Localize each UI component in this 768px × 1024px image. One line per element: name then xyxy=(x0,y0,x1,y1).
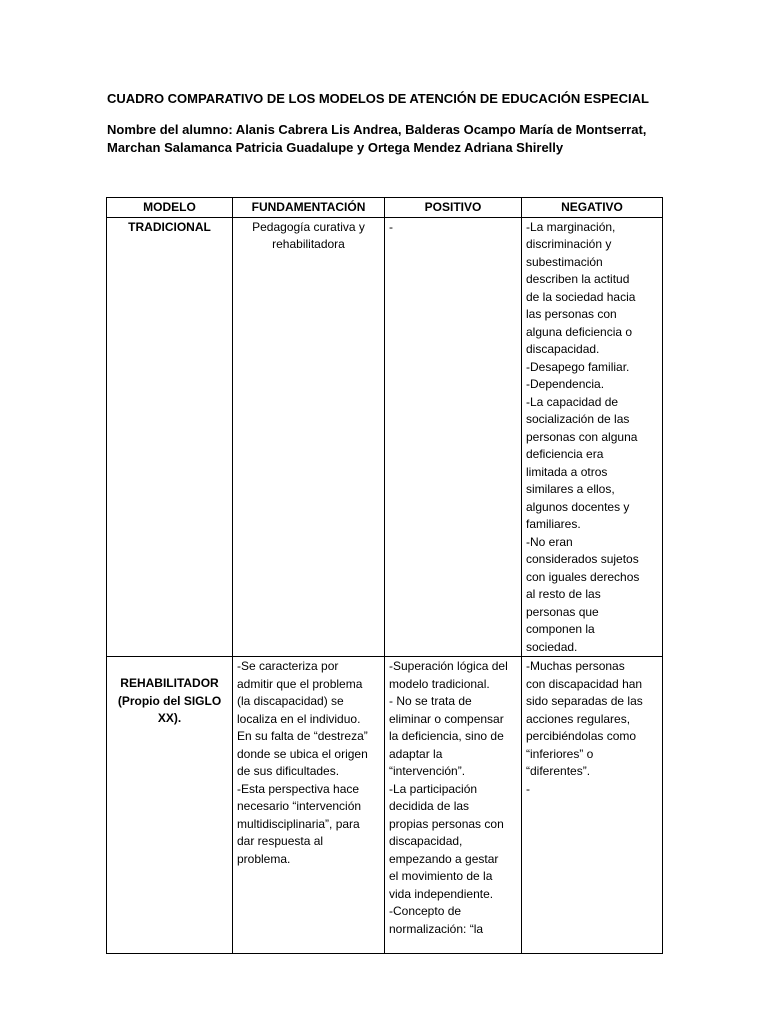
cell-text-line: alguna deficiencia o xyxy=(526,324,633,339)
cell-text-line: al resto de las xyxy=(526,587,601,601)
cell-text-line: discapacidad. xyxy=(526,342,600,356)
cell-text-line: considerados sujetos xyxy=(526,552,639,566)
cell-text-line: - xyxy=(389,219,393,234)
cell-negativo xyxy=(522,657,663,954)
cell-text-line: -No eran xyxy=(526,534,573,549)
cell-text-line: (la discapacidad) se xyxy=(237,694,344,708)
cell-text-line: propias personas con xyxy=(389,816,504,831)
cell-positivo xyxy=(385,217,522,657)
cell-text-line: -La participación xyxy=(389,781,478,796)
cell-text-line: de la sociedad hacia xyxy=(526,289,636,304)
header-modelo: MODELO xyxy=(107,198,233,218)
cell-text-line: socialización de las xyxy=(526,412,630,426)
cell-text-line: (Propio del SIGLO xyxy=(117,693,222,708)
cell-text-line: problema. xyxy=(237,851,291,866)
cell-text-line: limitada a otros xyxy=(526,464,608,479)
cell-text-line: -Esta perspectiva hace xyxy=(237,781,360,796)
cell-text-line: multidisciplinaria”, para xyxy=(237,816,360,831)
cell-text-line: -Desapego familiar. xyxy=(526,359,630,374)
cell-text-line: modelo tradicional. xyxy=(389,676,490,691)
cell-text-line: normalización: “la xyxy=(389,921,484,936)
cell-text-line: “diferentes”. xyxy=(526,764,591,778)
cell-positivo xyxy=(385,657,522,954)
header-negativo: NEGATIVO xyxy=(522,198,663,218)
cell-text-line: percibiéndolas como xyxy=(526,729,637,743)
cell-text-line: rehabilitadora xyxy=(272,237,345,251)
cell-text-line: En su falta de “destreza” xyxy=(237,729,368,743)
cell-text-line: discapacidad, xyxy=(389,834,463,848)
cell-text-line: algunos docentes y xyxy=(526,499,630,514)
cell-text-line: componen la xyxy=(526,622,595,636)
table-header-row xyxy=(107,198,663,218)
cell-text-line: adaptar la xyxy=(389,746,443,761)
cell-text-line: -Superación lógica del xyxy=(389,659,508,673)
cell-text-line: necesario “intervención xyxy=(237,799,362,813)
student-names-line: Marchan Salamanca Patricia Guadalupe y Ortega Mendez Adriana Shirelly xyxy=(107,140,564,155)
cell-text-line: -La marginación, xyxy=(526,219,616,234)
cell-text-line: -Se caracteriza por xyxy=(237,659,339,673)
table-row xyxy=(107,657,663,954)
cell-text-line: - xyxy=(526,781,530,796)
header-fundamentacion: FUNDAMENTACIÓN xyxy=(233,198,385,218)
cell-text-line: acciones regulares, xyxy=(526,711,631,726)
cell-text-line: eliminar o compensar xyxy=(389,711,504,726)
cell-text-line: personas que xyxy=(526,604,599,619)
cell-text-line: donde se ubica el origen xyxy=(237,746,368,761)
cell-text-line: sociedad. xyxy=(526,639,578,654)
cell-text-line: XX). xyxy=(157,711,182,725)
cell-text-line: -La capacidad de xyxy=(526,394,619,409)
cell-text-line: con discapacidad han xyxy=(526,676,643,691)
cell-text-line: - No se trata de xyxy=(389,694,472,708)
cell-text-line: -Concepto de xyxy=(389,904,462,918)
cell-text-line: localiza en el individuo. xyxy=(237,711,361,726)
cell-negativo xyxy=(522,217,663,657)
cell-text-line: con iguales derechos xyxy=(526,569,640,584)
cell-text-line: deficiencia era xyxy=(526,447,604,461)
cell-text-line: -Muchas personas xyxy=(526,659,625,673)
cell-modelo xyxy=(107,657,233,954)
cell-text-line: -Dependencia. xyxy=(526,377,605,391)
student-names xyxy=(107,121,667,157)
cell-fundamentacion xyxy=(233,657,385,954)
cell-text-line: REHABILITADOR xyxy=(120,676,219,690)
cell-text-line: empezando a gestar xyxy=(389,851,499,866)
cell-text-line: familiares. xyxy=(526,517,581,531)
cell-text-line: similares a ellos, xyxy=(526,482,615,496)
cell-fundamentacion xyxy=(233,217,385,657)
cell-text-line: dar respuesta al xyxy=(237,834,324,848)
cell-text-line: TRADICIONAL xyxy=(128,219,211,234)
cell-text-line: Pedagogía curativa y xyxy=(252,219,365,234)
cell-text-line: las personas con xyxy=(526,307,617,321)
cell-text-line: describen la actitud xyxy=(526,272,630,286)
cell-text-line: la deficiencia, sino de xyxy=(389,729,504,743)
cell-text-line: vida independiente. xyxy=(389,886,494,901)
header-positivo: POSITIVO xyxy=(385,198,522,218)
document-title: CUADRO COMPARATIVO DE LOS MODELOS DE ATENCIÓN DE EDUCACIÓN ESPECIAL xyxy=(107,91,649,106)
student-names-line: Nombre del alumno: Alanis Cabrera Lis Andrea, Balderas Ocampo María de Montserrat, xyxy=(107,122,647,137)
table-row xyxy=(107,217,663,657)
cell-text-line: “inferiores” o xyxy=(526,746,594,761)
comparison-table xyxy=(106,197,663,954)
cell-text-line: “intervención”. xyxy=(389,764,466,778)
cell-text-line: el movimiento de la xyxy=(389,869,493,883)
cell-text-line: personas con alguna xyxy=(526,429,638,444)
cell-text-line: decidida de las xyxy=(389,799,470,813)
cell-text-line: admitir que el problema xyxy=(237,676,363,691)
cell-text-line: sido separadas de las xyxy=(526,694,643,708)
cell-text-line: subestimación xyxy=(526,254,603,269)
cell-text-line: discriminación y xyxy=(526,237,612,251)
cell-modelo xyxy=(107,217,233,657)
cell-text-line: de sus dificultades. xyxy=(237,764,340,778)
